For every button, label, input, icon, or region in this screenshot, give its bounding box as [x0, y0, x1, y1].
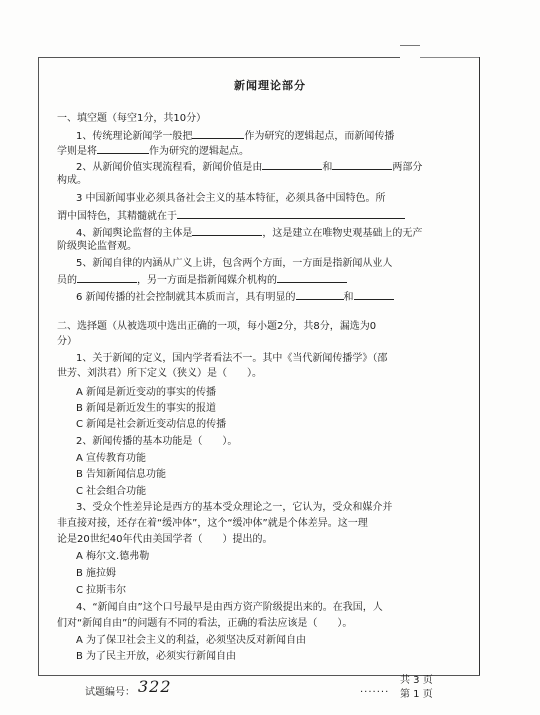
fill-q5-text-c: ，另一方面是指新闻媒介机构的 — [137, 275, 277, 286]
page-border-top-right — [420, 57, 480, 58]
fill-q5-text-b: 员的 — [57, 275, 77, 286]
choice-q3-option-c: C 拉斯韦尔 — [76, 585, 127, 596]
choice-q2-line1: 2、新闻传播的基本功能是（ ）。 — [76, 436, 238, 447]
fill-q2-text-b: 和 — [322, 162, 333, 173]
fill-blank-10 — [354, 289, 394, 300]
fill-q2-text-c: 两部分 — [392, 162, 423, 173]
choice-q1-option-b: B 新闻是新近发生的事实的报道 — [76, 403, 217, 414]
choice-q4-option-a: A 为了保卫社会主义的利益，必须坚决反对新闻自由 — [76, 635, 307, 646]
exam-code-label: 试题编号： — [85, 687, 135, 698]
fill-q3-line1: 3 中国新闻事业必须具备社会主义的基本特征，必须具备中国特色。所 — [76, 193, 386, 204]
fill-blank-4 — [332, 159, 392, 170]
fill-q4-line2: 阶级舆论监督观。 — [57, 241, 137, 252]
choice-q3-line3: 论是20世纪40年代由美国学者（ ）提出的。 — [57, 534, 273, 545]
fill-q2-line1 — [76, 159, 486, 174]
choice-q3-option-b: B 施拉姆 — [76, 568, 117, 579]
fill-q4-line1 — [76, 225, 486, 240]
fill-q2-text-a: 2、从新闻价值实现流程看，新闻价值是由 — [76, 162, 263, 173]
fill-q4-text-b: ，这是建立在唯物史观基础上的无产 — [262, 228, 423, 239]
page-border-top — [38, 57, 400, 58]
fill-q1-text-b: 作为研究的逻辑起点，而新闻传播 — [244, 131, 395, 142]
fill-q6-text-a: 6 新闻传播的社会控制就其本质而言，具有明显的 — [76, 292, 296, 303]
fill-q3-text-b: 谓中国特色，其精髓就在于 — [57, 211, 177, 222]
fill-q1-text-c: 学则是将 — [57, 146, 97, 157]
fill-blank-8 — [277, 272, 347, 283]
fill-blank-2 — [97, 143, 149, 154]
choice-header-line1: 二、选择题（从被选项中选出正确的一项，每小题2分，共8分，漏选为0 — [57, 321, 377, 332]
fill-q5-line2 — [57, 272, 467, 287]
fill-q1-line1 — [76, 128, 486, 143]
choice-q3-option-a: A 梅尔文.德弗勒 — [76, 551, 150, 562]
page-total: 共 3 页 — [400, 675, 433, 686]
fill-q6-text-b: 和 — [343, 292, 354, 303]
fill-q1-text-a: 1、传统理论新闻学一般把 — [76, 131, 193, 142]
fill-blank-9 — [296, 289, 344, 300]
page-border-right — [479, 57, 480, 675]
choice-q4-line1: 4、“新闻自由”这个口号最早是由西方资产阶级提出来的。在我国，人 — [76, 602, 383, 613]
choice-q1-line1: 1、关于新闻的定义，国内学者看法不一。其中《当代新闻传播学》（邵 — [76, 353, 388, 364]
fill-q5-line1: 5、新闻自律的内涵从广义上讲，包含两个方面，一方面是指新闻从业人 — [76, 258, 393, 269]
page-current: 第 1 页 — [400, 689, 433, 700]
corner-mark — [400, 45, 420, 46]
choice-q1-option-c: C 新闻是社会新近变动信息的传播 — [76, 419, 227, 430]
fill-q2-line2: 构成。 — [57, 175, 87, 186]
fill-blank-5 — [177, 208, 405, 219]
fill-blank-6 — [192, 225, 262, 236]
fill-q6-line1 — [76, 289, 486, 304]
choice-q2-option-c: C 社会组合功能 — [76, 486, 147, 497]
choice-q1-line2: 世芳、刘洪君）所下定义（狭义）是（ ）。 — [57, 368, 262, 379]
page-title: 新闻理论部分 — [234, 79, 306, 92]
choice-q2-option-b: B 告知新闻信息功能 — [76, 469, 167, 480]
choice-q4-option-b: B 为了民主开放，必须实行新闻自由 — [76, 651, 237, 662]
exam-code-number: 322 — [138, 677, 172, 696]
choice-q1-option-a: A 新闻是新近变动的事实的传播 — [76, 387, 217, 398]
fill-q3-line2 — [57, 208, 467, 223]
choice-q4-line2: 们对“新闻自由”的问题有不同的看法，正确的看法应该是（ ）。 — [57, 618, 353, 629]
choice-header-line2: 分） — [57, 336, 77, 347]
choice-q3-line2: 非直接对接，还存在着“缓冲体”，这个“缓冲体”就是个体差异。这一理 — [57, 518, 368, 529]
fill-blank-7 — [77, 272, 137, 283]
fill-q1-line2 — [57, 143, 467, 158]
fill-blank-header: 一、填空题（每空1分，共10分） — [57, 113, 207, 124]
choice-q3-line1: 3、受众个性差异论是西方的基本受众理论之一，它认为，受众和媒介并 — [76, 502, 393, 513]
fill-blank-1 — [192, 128, 244, 139]
fill-blank-3 — [262, 159, 322, 170]
fill-q4-text-a: 4、新闻舆论监督的主体是 — [76, 228, 193, 239]
page-border-left — [38, 57, 39, 675]
page-indicator — [400, 674, 433, 702]
choice-q2-option-a: A 宣传教育功能 — [76, 453, 147, 464]
fill-q1-text-d: 作为研究的逻辑起点。 — [149, 146, 249, 157]
footer-dots: ....... — [360, 684, 390, 695]
